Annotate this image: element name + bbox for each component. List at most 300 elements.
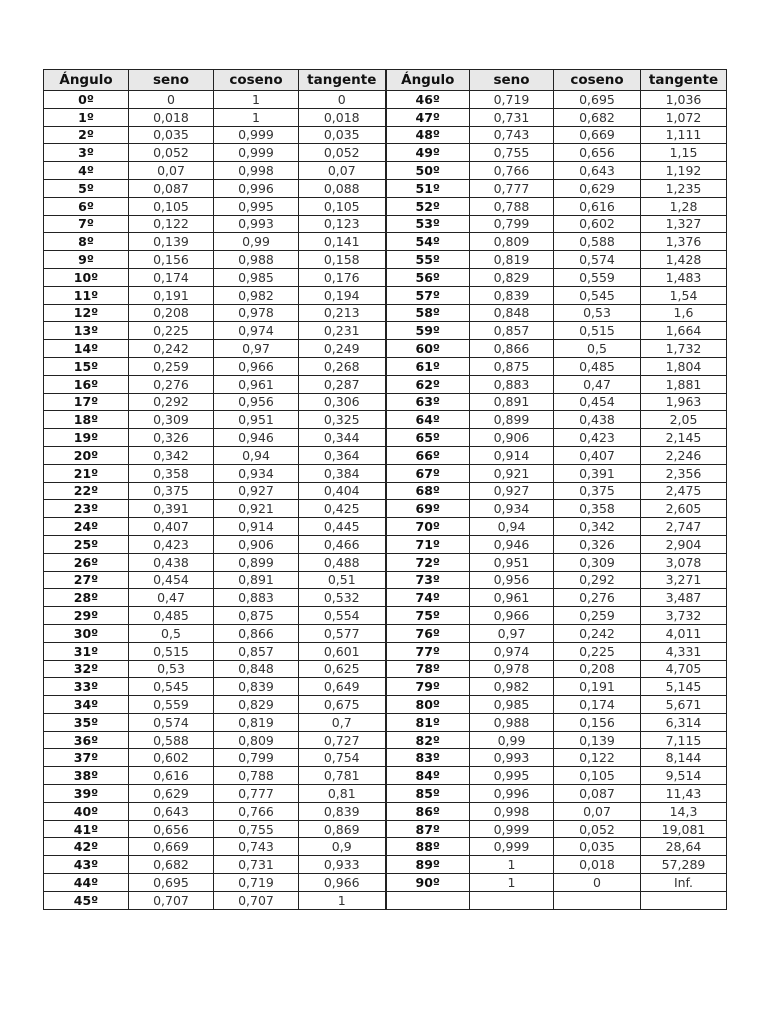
- trig-table: [43, 69, 727, 910]
- sine-cell: 0,848: [470, 304, 554, 322]
- angle-cell: 63º: [386, 393, 470, 411]
- sine-cell: 0,899: [470, 411, 554, 429]
- sine-cell: 0,156: [129, 251, 214, 269]
- cosine-cell: 0,982: [214, 286, 299, 304]
- tangent-cell: 0,141: [299, 233, 386, 251]
- cosine-cell: 0,946: [214, 429, 299, 447]
- cosine-cell: 0,719: [214, 874, 299, 892]
- header-row: [44, 70, 727, 91]
- sine-cell: 0,857: [470, 322, 554, 340]
- cosine-cell: 0,087: [554, 785, 641, 803]
- cosine-cell: 0,966: [214, 357, 299, 375]
- table-row: [44, 624, 727, 642]
- tangent-cell: 0,601: [299, 642, 386, 660]
- tangent-cell: 0,404: [299, 482, 386, 500]
- cosine-cell: 0,914: [214, 518, 299, 536]
- table-row: [44, 304, 727, 322]
- angle-cell: [386, 891, 470, 909]
- sine-cell: 0,242: [129, 340, 214, 358]
- cosine-cell: 0,766: [214, 802, 299, 820]
- angle-cell: 19º: [44, 429, 129, 447]
- cosine-cell: 0,375: [554, 482, 641, 500]
- tangent-cell: 1: [299, 891, 386, 909]
- sine-cell: 0,998: [470, 802, 554, 820]
- tangent-cell: 0,869: [299, 820, 386, 838]
- sine-cell: 0,788: [470, 197, 554, 215]
- cosine-cell: 0,53: [554, 304, 641, 322]
- cosine-cell: 0,94: [214, 446, 299, 464]
- sine-cell: 0,956: [470, 571, 554, 589]
- sine-cell: 0,985: [470, 696, 554, 714]
- table-row: [44, 340, 727, 358]
- angle-cell: 68º: [386, 482, 470, 500]
- tangent-cell: 4,705: [641, 660, 727, 678]
- angle-cell: 70º: [386, 518, 470, 536]
- tangent-cell: 3,078: [641, 553, 727, 571]
- cosine-cell: 0,139: [554, 731, 641, 749]
- cosine-cell: 0,993: [214, 215, 299, 233]
- angle-cell: 61º: [386, 357, 470, 375]
- tangent-cell: 0,9: [299, 838, 386, 856]
- table-row: [44, 233, 727, 251]
- cosine-cell: 0,105: [554, 767, 641, 785]
- tangent-cell: 0,052: [299, 144, 386, 162]
- cosine-cell: 0,682: [554, 108, 641, 126]
- tangent-cell: 0,176: [299, 268, 386, 286]
- cosine-cell: 0,191: [554, 678, 641, 696]
- sine-cell: 0,719: [470, 91, 554, 109]
- table-row: [44, 375, 727, 393]
- angle-cell: 31º: [44, 642, 129, 660]
- sine-cell: 0,777: [470, 179, 554, 197]
- angle-cell: 57º: [386, 286, 470, 304]
- cosine-cell: 0,276: [554, 589, 641, 607]
- tangent-cell: 0,231: [299, 322, 386, 340]
- sine-cell: 0,326: [129, 429, 214, 447]
- tangent-cell: 1,963: [641, 393, 727, 411]
- angle-cell: 75º: [386, 607, 470, 625]
- tangent-cell: 0,554: [299, 607, 386, 625]
- tangent-cell: 0,018: [299, 108, 386, 126]
- header-sine: seno: [129, 70, 214, 91]
- angle-cell: 65º: [386, 429, 470, 447]
- angle-cell: 72º: [386, 553, 470, 571]
- angle-cell: 90º: [386, 874, 470, 892]
- tangent-cell: 3,271: [641, 571, 727, 589]
- sine-cell: 0,94: [470, 518, 554, 536]
- sine-cell: 0,191: [129, 286, 214, 304]
- sine-cell: 0,978: [470, 660, 554, 678]
- table-row: [44, 535, 727, 553]
- angle-cell: 3º: [44, 144, 129, 162]
- angle-cell: 28º: [44, 589, 129, 607]
- table-row: [44, 357, 727, 375]
- sine-cell: 0,225: [129, 322, 214, 340]
- cosine-cell: 0,292: [554, 571, 641, 589]
- cosine-cell: 0,391: [554, 464, 641, 482]
- cosine-cell: 0,934: [214, 464, 299, 482]
- tangent-cell: 0,675: [299, 696, 386, 714]
- cosine-cell: 0,999: [214, 126, 299, 144]
- cosine-cell: 0,707: [214, 891, 299, 909]
- angle-cell: 32º: [44, 660, 129, 678]
- cosine-cell: 0,174: [554, 696, 641, 714]
- tangent-cell: 5,671: [641, 696, 727, 714]
- sine-cell: 0,999: [470, 820, 554, 838]
- cosine-cell: 0,454: [554, 393, 641, 411]
- angle-cell: 30º: [44, 624, 129, 642]
- sine-cell: 0,342: [129, 446, 214, 464]
- cosine-cell: [554, 891, 641, 909]
- tangent-cell: 4,011: [641, 624, 727, 642]
- angle-cell: 54º: [386, 233, 470, 251]
- cosine-cell: 0,891: [214, 571, 299, 589]
- cosine-cell: 0,829: [214, 696, 299, 714]
- sine-cell: 0,545: [129, 678, 214, 696]
- table-row: [44, 215, 727, 233]
- sine-cell: 0,588: [129, 731, 214, 749]
- table-row: [44, 856, 727, 874]
- angle-cell: 62º: [386, 375, 470, 393]
- tangent-cell: 0,306: [299, 393, 386, 411]
- table-row: [44, 731, 727, 749]
- angle-cell: 49º: [386, 144, 470, 162]
- tangent-cell: 0,7: [299, 713, 386, 731]
- sine-cell: 0,454: [129, 571, 214, 589]
- angle-cell: 17º: [44, 393, 129, 411]
- table-row: [44, 749, 727, 767]
- tangent-cell: 0,344: [299, 429, 386, 447]
- sine-cell: 0,292: [129, 393, 214, 411]
- cosine-cell: 0,669: [554, 126, 641, 144]
- angle-cell: 23º: [44, 500, 129, 518]
- sine-cell: 0,766: [470, 162, 554, 180]
- tangent-cell: 0,213: [299, 304, 386, 322]
- angle-cell: 8º: [44, 233, 129, 251]
- sine-cell: 0,5: [129, 624, 214, 642]
- tangent-cell: 0,364: [299, 446, 386, 464]
- header-cosine: coseno: [554, 70, 641, 91]
- cosine-cell: 0,47: [554, 375, 641, 393]
- cosine-cell: 0,978: [214, 304, 299, 322]
- angle-cell: 25º: [44, 535, 129, 553]
- cosine-cell: 0,326: [554, 535, 641, 553]
- angle-cell: 13º: [44, 322, 129, 340]
- tangent-cell: 0,625: [299, 660, 386, 678]
- cosine-cell: 0,999: [214, 144, 299, 162]
- angle-cell: 37º: [44, 749, 129, 767]
- sine-cell: 0,616: [129, 767, 214, 785]
- tangent-cell: 0,754: [299, 749, 386, 767]
- sine-cell: 0,891: [470, 393, 554, 411]
- sine-cell: 0,105: [129, 197, 214, 215]
- header-cosine: coseno: [214, 70, 299, 91]
- angle-cell: 41º: [44, 820, 129, 838]
- tangent-cell: 1,111: [641, 126, 727, 144]
- tangent-cell: 8,144: [641, 749, 727, 767]
- cosine-cell: 0,743: [214, 838, 299, 856]
- table-row: [44, 251, 727, 269]
- sine-cell: 0,809: [470, 233, 554, 251]
- angle-cell: 74º: [386, 589, 470, 607]
- tangent-cell: 2,747: [641, 518, 727, 536]
- angle-cell: 16º: [44, 375, 129, 393]
- table-row: [44, 678, 727, 696]
- sine-cell: 0,961: [470, 589, 554, 607]
- sine-cell: 0,951: [470, 553, 554, 571]
- angle-cell: 89º: [386, 856, 470, 874]
- angle-cell: 10º: [44, 268, 129, 286]
- sine-cell: 0,174: [129, 268, 214, 286]
- cosine-cell: 0,921: [214, 500, 299, 518]
- table-row: [44, 126, 727, 144]
- sine-cell: 0,358: [129, 464, 214, 482]
- table-row: [44, 91, 727, 109]
- tangent-cell: 0,325: [299, 411, 386, 429]
- cosine-cell: 0,731: [214, 856, 299, 874]
- sine-cell: 0,743: [470, 126, 554, 144]
- sine-cell: 0: [129, 91, 214, 109]
- table-row: [44, 874, 727, 892]
- angle-cell: 24º: [44, 518, 129, 536]
- angle-cell: 9º: [44, 251, 129, 269]
- tangent-cell: 1,483: [641, 268, 727, 286]
- sine-cell: 0,866: [470, 340, 554, 358]
- sine-cell: 0,966: [470, 607, 554, 625]
- tangent-cell: 0,425: [299, 500, 386, 518]
- tangent-cell: 0,466: [299, 535, 386, 553]
- tangent-cell: 1,072: [641, 108, 727, 126]
- tangent-cell: 0,81: [299, 785, 386, 803]
- cosine-cell: 0,839: [214, 678, 299, 696]
- angle-cell: 82º: [386, 731, 470, 749]
- table-row: [44, 108, 727, 126]
- table-row: [44, 642, 727, 660]
- cosine-cell: 0,799: [214, 749, 299, 767]
- angle-cell: 42º: [44, 838, 129, 856]
- angle-cell: 84º: [386, 767, 470, 785]
- cosine-cell: 0,819: [214, 713, 299, 731]
- cosine-cell: 0,961: [214, 375, 299, 393]
- cosine-cell: 1: [214, 91, 299, 109]
- cosine-cell: 0,998: [214, 162, 299, 180]
- tangent-cell: 0,07: [299, 162, 386, 180]
- table-row: [44, 660, 727, 678]
- cosine-cell: 0,616: [554, 197, 641, 215]
- angle-cell: 85º: [386, 785, 470, 803]
- sine-cell: 0,47: [129, 589, 214, 607]
- cosine-cell: 0,5: [554, 340, 641, 358]
- angle-cell: 29º: [44, 607, 129, 625]
- cosine-cell: 0: [554, 874, 641, 892]
- tangent-cell: 0,488: [299, 553, 386, 571]
- cosine-cell: 0,358: [554, 500, 641, 518]
- cosine-cell: 0,643: [554, 162, 641, 180]
- tangent-cell: 2,145: [641, 429, 727, 447]
- sine-cell: 0,139: [129, 233, 214, 251]
- tangent-cell: 0,649: [299, 678, 386, 696]
- tangent-cell: 0,123: [299, 215, 386, 233]
- sine-cell: 0,53: [129, 660, 214, 678]
- sine-cell: 0,309: [129, 411, 214, 429]
- tangent-cell: 19,081: [641, 820, 727, 838]
- tangent-cell: 0,966: [299, 874, 386, 892]
- angle-cell: 2º: [44, 126, 129, 144]
- angle-cell: 73º: [386, 571, 470, 589]
- angle-cell: 64º: [386, 411, 470, 429]
- angle-cell: 1º: [44, 108, 129, 126]
- sine-cell: 0,982: [470, 678, 554, 696]
- sine-cell: 0,829: [470, 268, 554, 286]
- sine-cell: 0,087: [129, 179, 214, 197]
- sine-cell: 0,438: [129, 553, 214, 571]
- angle-cell: 88º: [386, 838, 470, 856]
- sine-cell: 0,819: [470, 251, 554, 269]
- sine-cell: 0,974: [470, 642, 554, 660]
- sine-cell: 0,122: [129, 215, 214, 233]
- cosine-cell: 0,208: [554, 660, 641, 678]
- tangent-cell: 0,51: [299, 571, 386, 589]
- angle-cell: 79º: [386, 678, 470, 696]
- sine-cell: 0,731: [470, 108, 554, 126]
- tangent-cell: 0,445: [299, 518, 386, 536]
- header-tangent: tangente: [299, 70, 386, 91]
- angle-cell: 27º: [44, 571, 129, 589]
- angle-cell: 51º: [386, 179, 470, 197]
- sine-cell: 0,755: [470, 144, 554, 162]
- angle-cell: 47º: [386, 108, 470, 126]
- sine-cell: 0,656: [129, 820, 214, 838]
- angle-cell: 20º: [44, 446, 129, 464]
- sine-cell: 0,643: [129, 802, 214, 820]
- sine-cell: 0,799: [470, 215, 554, 233]
- tangent-cell: 11,43: [641, 785, 727, 803]
- angle-cell: 56º: [386, 268, 470, 286]
- angle-cell: 60º: [386, 340, 470, 358]
- cosine-cell: 0,97: [214, 340, 299, 358]
- tangent-cell: 0,577: [299, 624, 386, 642]
- table-row: [44, 571, 727, 589]
- tangent-cell: 2,05: [641, 411, 727, 429]
- sine-cell: 0,993: [470, 749, 554, 767]
- tangent-cell: 3,732: [641, 607, 727, 625]
- tangent-cell: 1,235: [641, 179, 727, 197]
- table-row: [44, 891, 727, 909]
- cosine-cell: 0,755: [214, 820, 299, 838]
- cosine-cell: 0,588: [554, 233, 641, 251]
- cosine-cell: 0,156: [554, 713, 641, 731]
- angle-cell: 50º: [386, 162, 470, 180]
- angle-cell: 67º: [386, 464, 470, 482]
- sine-cell: 0,906: [470, 429, 554, 447]
- tangent-cell: 4,331: [641, 642, 727, 660]
- cosine-cell: 0,906: [214, 535, 299, 553]
- table-row: [44, 696, 727, 714]
- tangent-cell: 1,036: [641, 91, 727, 109]
- angle-cell: 44º: [44, 874, 129, 892]
- cosine-cell: 0,052: [554, 820, 641, 838]
- cosine-cell: 0,985: [214, 268, 299, 286]
- cosine-cell: 0,988: [214, 251, 299, 269]
- tangent-cell: 2,475: [641, 482, 727, 500]
- angle-cell: 34º: [44, 696, 129, 714]
- table-row: [44, 144, 727, 162]
- cosine-cell: 0,974: [214, 322, 299, 340]
- angle-cell: 5º: [44, 179, 129, 197]
- cosine-cell: 0,545: [554, 286, 641, 304]
- sine-cell: 0,602: [129, 749, 214, 767]
- angle-cell: 21º: [44, 464, 129, 482]
- tangent-cell: 1,15: [641, 144, 727, 162]
- table-row: [44, 713, 727, 731]
- sine-cell: 0,574: [129, 713, 214, 731]
- angle-cell: 53º: [386, 215, 470, 233]
- sine-cell: 0,391: [129, 500, 214, 518]
- sine-cell: 0,259: [129, 357, 214, 375]
- sine-cell: 0,375: [129, 482, 214, 500]
- angle-cell: 77º: [386, 642, 470, 660]
- sine-cell: 0,07: [129, 162, 214, 180]
- angle-cell: 12º: [44, 304, 129, 322]
- angle-cell: 83º: [386, 749, 470, 767]
- tangent-cell: 0,249: [299, 340, 386, 358]
- angle-cell: 66º: [386, 446, 470, 464]
- cosine-cell: 0,927: [214, 482, 299, 500]
- cosine-cell: 0,656: [554, 144, 641, 162]
- angle-cell: 38º: [44, 767, 129, 785]
- table-row: [44, 286, 727, 304]
- tangent-cell: 1,428: [641, 251, 727, 269]
- cosine-cell: 0,574: [554, 251, 641, 269]
- table-row: [44, 411, 727, 429]
- tangent-cell: 0,781: [299, 767, 386, 785]
- tangent-cell: 7,115: [641, 731, 727, 749]
- cosine-cell: 0,407: [554, 446, 641, 464]
- sine-cell: 0,875: [470, 357, 554, 375]
- angle-cell: 4º: [44, 162, 129, 180]
- header-tangent: tangente: [641, 70, 727, 91]
- tangent-cell: 0,105: [299, 197, 386, 215]
- cosine-cell: 0,866: [214, 624, 299, 642]
- tangent-cell: 0: [299, 91, 386, 109]
- table-row: [44, 553, 727, 571]
- table-row: [44, 802, 727, 820]
- table-row: [44, 322, 727, 340]
- cosine-cell: 0,883: [214, 589, 299, 607]
- angle-cell: 43º: [44, 856, 129, 874]
- sine-cell: 0,927: [470, 482, 554, 500]
- table-row: [44, 393, 727, 411]
- sine-cell: 0,208: [129, 304, 214, 322]
- sine-cell: 0,996: [470, 785, 554, 803]
- header-angle: Ángulo: [44, 70, 129, 91]
- angle-cell: 40º: [44, 802, 129, 820]
- cosine-cell: 0,695: [554, 91, 641, 109]
- sine-cell: 0,018: [129, 108, 214, 126]
- tangent-cell: 1,28: [641, 197, 727, 215]
- sine-cell: 0,707: [129, 891, 214, 909]
- tangent-cell: 0,088: [299, 179, 386, 197]
- sine-cell: 0,988: [470, 713, 554, 731]
- sine-cell: 0,695: [129, 874, 214, 892]
- header-angle: Ángulo: [386, 70, 470, 91]
- cosine-cell: 0,438: [554, 411, 641, 429]
- tangent-cell: [641, 891, 727, 909]
- angle-cell: 46º: [386, 91, 470, 109]
- angle-cell: 26º: [44, 553, 129, 571]
- tangent-cell: 14,3: [641, 802, 727, 820]
- sine-cell: 0,515: [129, 642, 214, 660]
